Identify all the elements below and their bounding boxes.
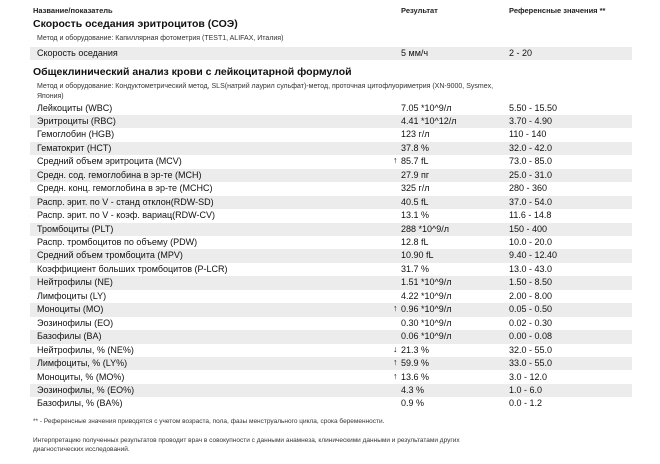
reference-range: 32.0 - 55.0 <box>509 344 553 355</box>
reference-footnote: ** - Референсные значения приводятся с учетом возраста, пола, фазы менструального цикла, срока беременности. <box>33 418 385 425</box>
result-value: 1.51 *10^9/л <box>401 277 452 288</box>
table-row <box>30 317 632 330</box>
result-value: 59.9 % <box>401 358 430 369</box>
parameter-name: Средн. сод. гемоглобина в эр-те (MCH) <box>37 169 202 180</box>
parameter-name: Лимфоциты, % (LY%) <box>37 358 128 369</box>
reference-range: 0.0 - 1.2 <box>509 398 543 409</box>
reference-column-header: Референсные значения ** <box>509 6 606 15</box>
parameter-name: Лимфоциты (LY) <box>37 290 107 301</box>
arrow-up-icon: ↑ <box>393 303 398 314</box>
reference-range: 150 - 400 <box>509 223 548 234</box>
result-column-header: Результат <box>401 6 438 15</box>
reference-range: 0.02 - 0.30 <box>509 317 553 328</box>
section-cbc-method-line2: Япония) <box>37 93 64 100</box>
table-row <box>30 128 632 141</box>
reference-range: 2.00 - 8.00 <box>509 290 553 301</box>
parameter-name: Распр. тромбоцитов по объему (PDW) <box>37 237 198 247</box>
table-row <box>30 169 632 182</box>
table-header <box>0 4 660 18</box>
parameter-name: Эозинофилы, % (EO%) <box>37 384 135 395</box>
result-value: 0.9 % <box>401 398 425 409</box>
table-row <box>30 115 632 128</box>
reference-range: 33.0 - 55.0 <box>509 358 553 369</box>
table-row <box>30 249 632 262</box>
table-row <box>30 47 632 60</box>
arrow-down-icon: ↓ <box>393 343 398 354</box>
reference-range: 32.0 - 42.0 <box>509 142 553 153</box>
result-value: 4.41 *10^12/л <box>401 115 457 126</box>
parameter-name: Моноциты, % (MO%) <box>37 371 125 382</box>
disclaimer-line1: Интерпретацию полученных результатов проводит врач в совокупности с данными анамнеза, клиническими данными и результатами других <box>33 437 460 444</box>
parameter-name: Лейкоциты (WBC) <box>37 102 113 113</box>
reference-range: 3.70 - 4.90 <box>509 115 553 126</box>
reference-range: 73.0 - 85.0 <box>509 156 553 167</box>
parameter-name: Скорость оседания <box>37 47 118 58</box>
reference-range: 25.0 - 31.0 <box>509 169 553 180</box>
section-esr-title: Скорость оседания эритроцитов (СОЭ) <box>33 18 238 30</box>
reference-range: 1.50 - 8.50 <box>509 277 553 288</box>
parameter-name: Гематокрит (HCT) <box>37 142 112 153</box>
table-row <box>30 371 632 384</box>
disclaimer-line2: диагностических исследований. <box>33 446 130 453</box>
result-value: 10.90 fL <box>401 250 434 261</box>
result-value: 27.9 пг <box>401 169 430 180</box>
result-value: 288 *10^9/л <box>401 223 450 234</box>
parameter-name: Эозинофилы (EO) <box>37 317 114 328</box>
parameter-name: Распр. эрит. по V - коэф. вариац(RDW-CV) <box>37 210 215 221</box>
reference-range: 0.05 - 0.50 <box>509 304 553 315</box>
parameter-name: Средн. конц. гемоглобина в эр-те (MCHC) <box>37 183 213 194</box>
parameter-name: Распр. эрит. по V - станд отклон(RDW-SD) <box>37 196 214 207</box>
parameter-name: Коэффициент больших тромбоцитов (P-LCR) <box>37 263 228 274</box>
result-value: 40.5 fL <box>401 196 429 207</box>
reference-range: 37.0 - 54.0 <box>509 196 553 207</box>
table-row <box>30 236 632 249</box>
reference-range: 11.6 - 14.8 <box>509 210 552 221</box>
parameter-name: Гемоглобин (HGB) <box>37 129 115 140</box>
parameter-name: Базофилы, % (BA%) <box>37 398 123 409</box>
table-row <box>30 142 632 155</box>
arrow-up-icon: ↑ <box>393 357 398 368</box>
section-cbc-method-line1: Метод и оборудование: Кондуктометрический метод, SLS(натрий лаурил сульфат)-метод, проточная цитофлуориметрия (XN-9000, Sysmex, <box>37 83 494 90</box>
parameter-name: Нейтрофилы (NE) <box>37 277 113 288</box>
table-row <box>30 330 632 343</box>
name-column-header: Название/показатель <box>33 6 113 15</box>
parameter-name: Средний объем эритроцита (MCV) <box>37 156 182 167</box>
arrow-up-icon: ↑ <box>393 155 398 166</box>
result-value: 13.1 % <box>401 210 430 221</box>
reference-range: 1.0 - 6.0 <box>509 384 543 395</box>
reference-range: 10.0 - 20.0 <box>509 237 553 247</box>
parameter-name: Нейтрофилы, % (NE%) <box>37 344 134 355</box>
table-row <box>30 290 632 303</box>
reference-range: 5.50 - 15.50 <box>509 102 558 113</box>
reference-range: 3.0 - 12.0 <box>509 371 548 382</box>
table-row <box>30 303 632 316</box>
reference-range: 280 - 360 <box>509 183 548 194</box>
result-value: 12.8 fL <box>401 237 429 247</box>
section-esr-method: Метод и оборудование: Капиллярная фотометрия (TEST1, ALIFAX, Италия) <box>37 35 284 42</box>
table-row <box>30 182 632 195</box>
result-value: 7.05 *10^9/л <box>401 102 452 113</box>
parameter-name: Моноциты (MO) <box>37 304 104 315</box>
result-value: 37.8 % <box>401 142 430 153</box>
result-value: 0.96 *10^9/л <box>401 304 452 315</box>
table-row <box>30 397 632 410</box>
result-value: 85.7 fL <box>401 156 429 167</box>
reference-range: 110 - 140 <box>509 129 547 140</box>
parameter-name: Эритроциты (RBC) <box>37 115 116 126</box>
result-value: 21.3 % <box>401 344 430 355</box>
table-row <box>30 209 632 222</box>
result-value: 325 г/л <box>401 183 430 194</box>
table-row <box>30 276 632 289</box>
parameter-name: Тромбоциты (PLT) <box>37 223 114 234</box>
table-row <box>30 223 632 236</box>
table-row <box>30 102 632 115</box>
arrow-up-icon: ↑ <box>393 370 398 381</box>
result-value: 31.7 % <box>401 263 430 274</box>
reference-range: 0.00 - 0.08 <box>509 331 553 342</box>
section-cbc-title: Общеклинический анализ крови с лейкоцитарной формулой <box>33 66 352 78</box>
parameter-name: Базофилы (BA) <box>37 331 102 342</box>
table-row <box>30 196 632 209</box>
table-row <box>30 155 632 168</box>
table-row <box>30 344 632 357</box>
result-value: 4.3 % <box>401 384 425 395</box>
reference-range: 2 - 20 <box>509 47 533 58</box>
table-row <box>30 384 632 397</box>
reference-range: 9.40 - 12.40 <box>509 250 558 261</box>
result-value: 123 г/л <box>401 129 430 140</box>
result-value: 4.22 *10^9/л <box>401 290 452 301</box>
reference-range: 13.0 - 43.0 <box>509 263 553 274</box>
result-value: 0.06 *10^9/л <box>401 331 452 342</box>
parameter-name: Средний объем тромбоцита (MPV) <box>37 250 183 261</box>
table-row <box>30 263 632 276</box>
table-row <box>30 357 632 370</box>
result-value: 5 мм/ч <box>401 47 429 58</box>
result-value: 13.6 % <box>401 371 430 382</box>
result-value: 0.30 *10^9/л <box>401 317 452 328</box>
